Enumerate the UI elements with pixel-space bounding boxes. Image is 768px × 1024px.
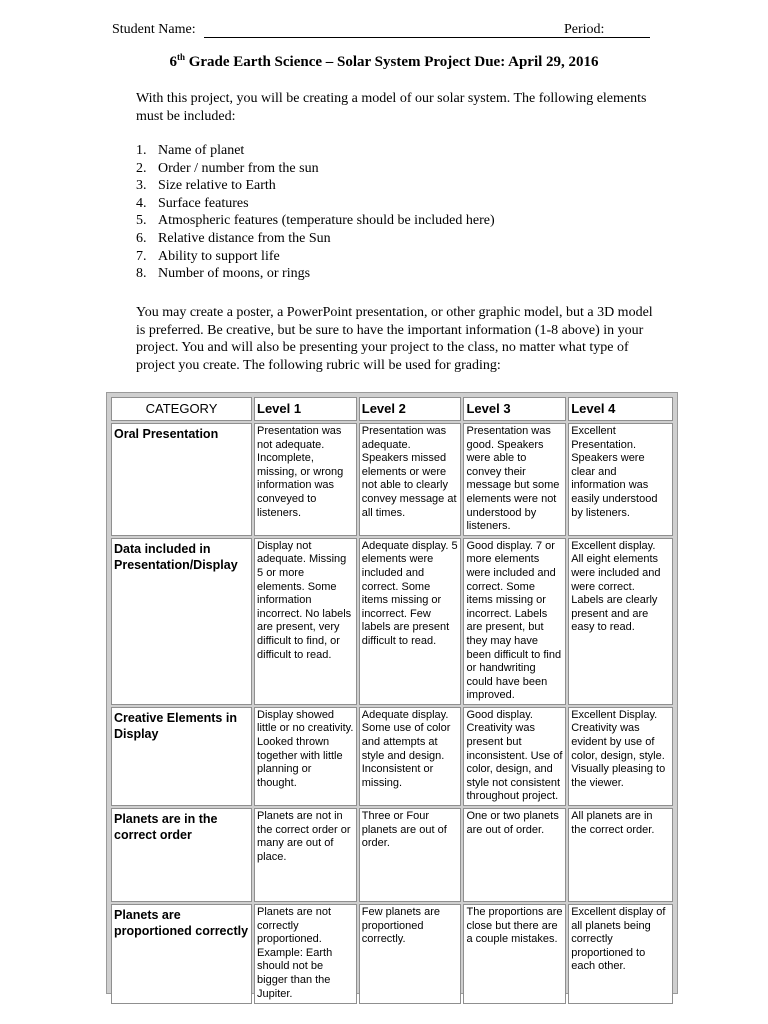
rubric-cell: Presentation was good. Speakers were able to convey their message but some elements were not understood by listeners. xyxy=(463,423,566,536)
rubric-cell: The proportions are close but there are a couple mistakes. xyxy=(463,904,566,1004)
rubric-cell: Adequate display. Some use of color and attempts at style and design. Inconsistent or missing. xyxy=(359,707,462,806)
header-line xyxy=(112,22,652,42)
list-item xyxy=(136,230,656,248)
table-row xyxy=(111,423,673,536)
student-name-label: Student Name: xyxy=(112,22,196,37)
list-item-text: Relative distance from the Sun xyxy=(158,230,331,246)
page-title xyxy=(0,52,768,71)
list-item-text: Surface features xyxy=(158,195,249,211)
list-item-number: 8. xyxy=(136,266,147,282)
period-label: Period: xyxy=(564,22,605,37)
rubric-cell: Good display. 7 or more elements were included and correct. Some items missing or incorrect. Labels are present, but they may have been difficult to find or handwriting could have been improved. xyxy=(463,538,566,705)
list-item-text: Number of moons, or rings xyxy=(158,266,311,282)
rubric-header-level-2: Level 2 xyxy=(359,397,462,421)
rubric-row-category: Planets are in the correct order xyxy=(111,808,252,902)
rubric-header-category: CATEGORY xyxy=(111,397,252,421)
rubric-row-category: Oral Presentation xyxy=(111,423,252,536)
rubric-header-level-1: Level 1 xyxy=(254,397,357,421)
list-item-number: 3. xyxy=(136,178,147,194)
rubric-cell: Planets are not correctly proportioned. Example: Earth should not be bigger than the Jupiter. xyxy=(254,904,357,1004)
rubric-cell: Excellent display. All eight elements were included and were correct. Labels are clearly present and are easy to read. xyxy=(568,538,673,705)
rubric-header-level-3: Level 3 xyxy=(463,397,566,421)
rubric-cell: Presentation was not adequate. Incomplete, missing, or wrong information was conveyed to listeners. xyxy=(254,423,357,536)
list-item xyxy=(136,195,656,213)
list-item-number: 4. xyxy=(136,195,147,211)
rubric-cell: Planets are not in the correct order or many are out of place. xyxy=(254,808,357,902)
period-blank xyxy=(610,37,650,38)
list-item xyxy=(136,248,656,266)
list-item xyxy=(136,212,656,230)
rubric-cell: Display not adequate. Missing 5 or more elements. Some information incorrect. No labels are present, very difficult to find, or difficult to read. xyxy=(254,538,357,705)
rubric-cell: Excellent display of all planets being correctly proportioned to each other. xyxy=(568,904,673,1004)
list-item-number: 5. xyxy=(136,213,147,229)
list-item xyxy=(136,160,656,178)
list-item-text: Order / number from the sun xyxy=(158,160,319,176)
rubric-frame xyxy=(106,392,678,1000)
rubric-header-level-4: Level 4 xyxy=(568,397,673,421)
rubric-row-category: Creative Elements in Display xyxy=(111,707,252,806)
list-item-number: 2. xyxy=(136,160,147,176)
rubric-cell: Three or Four planets are out of order. xyxy=(359,808,462,902)
rubric-cell: Excellent Presentation. Speakers were clear and information was easily understood by listeners. xyxy=(568,423,673,536)
table-row xyxy=(111,808,673,902)
rubric-cell: All planets are in the correct order. xyxy=(568,808,673,902)
rubric-header-row xyxy=(111,397,673,421)
elements-list xyxy=(136,142,656,283)
rubric-cell: One or two planets are out of order. xyxy=(463,808,566,902)
instructions-paragraph: You may create a poster, a PowerPoint presentation, or other graphic model, but a 3D model is preferred. Be creative, but be sure to have the important information (1-8 above) in your project. You and will also be presenting your project to the class, no matter what type of project you create. The following rubric will be used for grading: xyxy=(136,305,653,373)
rubric-cell: Excellent Display. Creativity was evident by use of color, design, style. Visually pleasing to the viewer. xyxy=(568,707,673,806)
table-row xyxy=(111,538,673,705)
rubric-table xyxy=(109,395,675,1006)
rubric-row-category: Planets are proportioned correctly xyxy=(111,904,252,1004)
rubric-cell: Display showed little or no creativity. Looked thrown together with little planning or thought. xyxy=(254,707,357,806)
list-item xyxy=(136,142,656,160)
rubric-cell: Adequate display. 5 elements were included and correct. Some items missing or incorrect. Few labels are present difficult to read. xyxy=(359,538,462,705)
title-grade-sup: th xyxy=(176,52,185,62)
rubric-row-category: Data included in Presentation/Display xyxy=(111,538,252,705)
list-item-text: Name of planet xyxy=(158,143,245,158)
intro-text: With this project, you will be creating a model of our solar system. The following elements must be included: xyxy=(136,91,647,124)
title-rest: Grade Earth Science – Solar System Project Due: April 29, 2016 xyxy=(184,54,599,70)
rubric-cell: Few planets are proportioned correctly. xyxy=(359,904,462,1004)
list-item-text: Ability to support life xyxy=(158,248,280,264)
list-item-number: 7. xyxy=(136,248,147,264)
list-item-number: 1. xyxy=(136,143,147,158)
list-item xyxy=(136,177,656,195)
list-item xyxy=(136,265,656,283)
rubric-cell: Presentation was adequate. Speakers missed elements or were not able to clearly convey message at all times. xyxy=(359,423,462,536)
table-row xyxy=(111,904,673,1004)
list-item-number: 6. xyxy=(136,230,147,246)
table-row xyxy=(111,707,673,806)
title-grade-num: 6 xyxy=(169,54,177,70)
list-item-text: Atmospheric features (temperature should be included here) xyxy=(158,213,495,229)
list-item-text: Size relative to Earth xyxy=(158,178,276,194)
rubric-cell: Good display. Creativity was present but inconsistent. Use of color, design, and style not consistent throughout project. xyxy=(463,707,566,806)
